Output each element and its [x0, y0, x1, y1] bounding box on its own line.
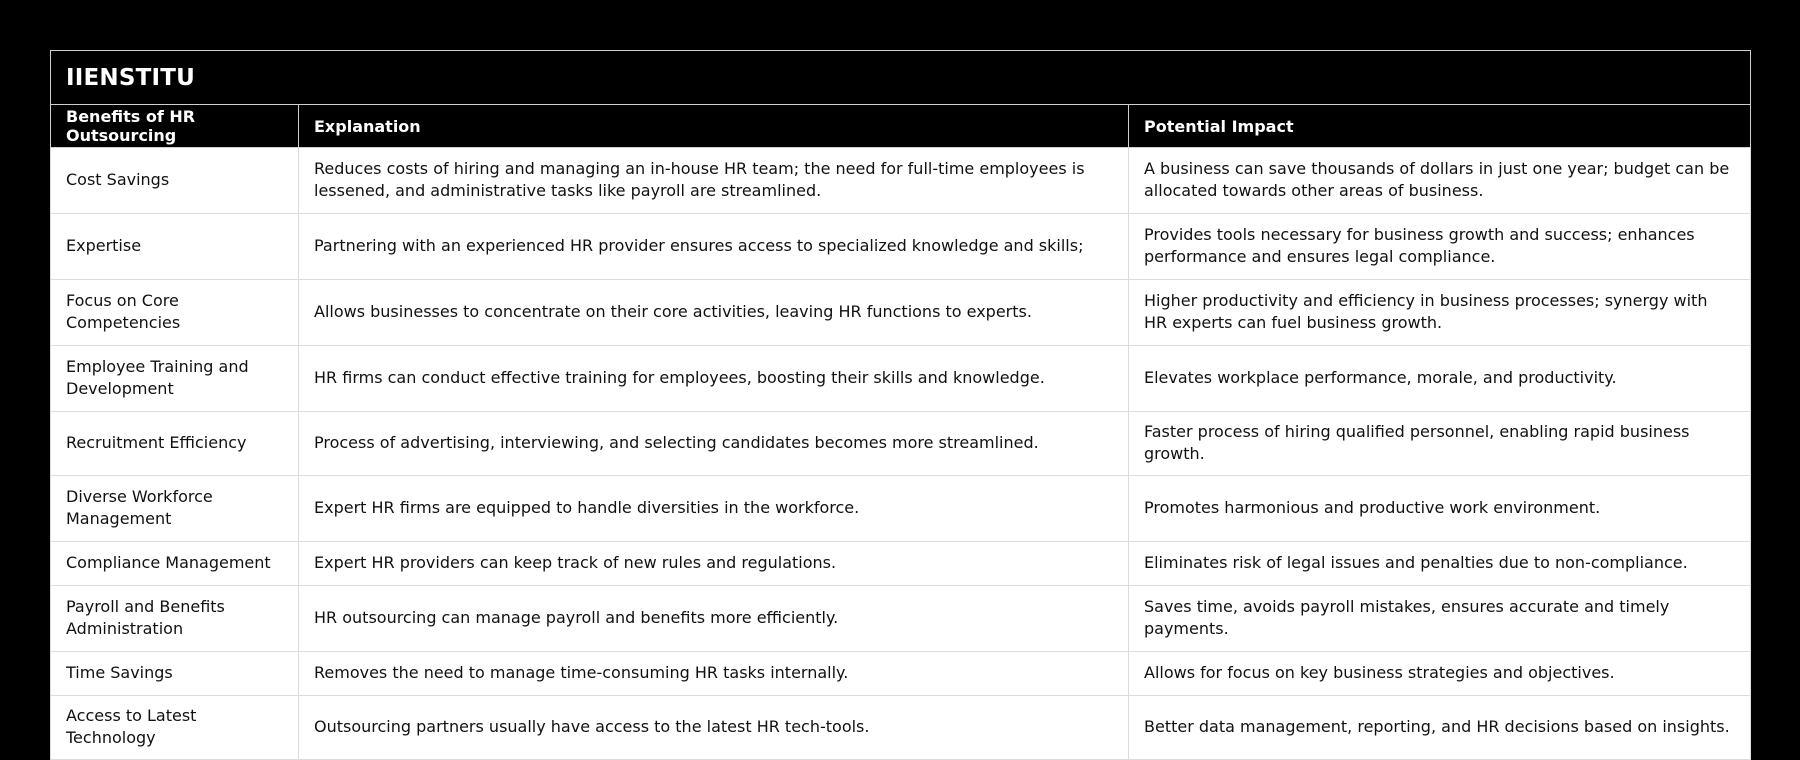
impact-cell: A business can save thousands of dollars in just one year; budget can be allocated towards other areas of business.: [1129, 148, 1751, 214]
explanation-cell: HR outsourcing can manage payroll and benefits more efficiently.: [299, 586, 1129, 652]
benefit-cell: Diverse Workforce Management: [51, 476, 299, 542]
column-header-explanation: Explanation: [299, 105, 1129, 148]
table-row: [51, 346, 1751, 412]
explanation-cell: Partnering with an experienced HR provider ensures access to specialized knowledge and skills;: [299, 214, 1129, 280]
impact-cell: Saves time, avoids payroll mistakes, ensures accurate and timely payments.: [1129, 586, 1751, 652]
column-header-row: [51, 105, 1751, 148]
impact-cell: Promotes harmonious and productive work environment.: [1129, 476, 1751, 542]
table-row: [51, 412, 1751, 476]
benefit-cell: Focus on Core Competencies: [51, 280, 299, 346]
table-row: [51, 280, 1751, 346]
impact-cell: Elevates workplace performance, morale, and productivity.: [1129, 346, 1751, 412]
benefit-cell: Compliance Management: [51, 542, 299, 586]
explanation-cell: Expert HR providers can keep track of new rules and regulations.: [299, 542, 1129, 586]
table-container: [50, 50, 1750, 760]
table-row: [51, 476, 1751, 542]
explanation-cell: HR firms can conduct effective training for employees, boosting their skills and knowledge.: [299, 346, 1129, 412]
impact-cell: Faster process of hiring qualified personnel, enabling rapid business growth.: [1129, 412, 1751, 476]
benefit-cell: Employee Training and Development: [51, 346, 299, 412]
impact-cell: Eliminates risk of legal issues and penalties due to non-compliance.: [1129, 542, 1751, 586]
column-header-potential-impact: Potential Impact: [1129, 105, 1751, 148]
benefit-cell: Recruitment Efficiency: [51, 412, 299, 476]
impact-cell: Higher productivity and efficiency in business processes; synergy with HR experts can fuel business growth.: [1129, 280, 1751, 346]
table-title: IIENSTITU: [51, 51, 1751, 105]
explanation-cell: Allows businesses to concentrate on their core activities, leaving HR functions to experts.: [299, 280, 1129, 346]
explanation-cell: Removes the need to manage time-consuming HR tasks internally.: [299, 652, 1129, 696]
table-row: [51, 148, 1751, 214]
benefit-cell: Cost Savings: [51, 148, 299, 214]
impact-cell: Allows for focus on key business strategies and objectives.: [1129, 652, 1751, 696]
table-row: [51, 586, 1751, 652]
benefit-cell: Time Savings: [51, 652, 299, 696]
benefit-cell: Access to Latest Technology: [51, 696, 299, 760]
table-row: [51, 214, 1751, 280]
hr-outsourcing-benefits-table: [50, 50, 1751, 760]
explanation-cell: Expert HR firms are equipped to handle diversities in the workforce.: [299, 476, 1129, 542]
explanation-cell: Process of advertising, interviewing, and selecting candidates becomes more streamlined.: [299, 412, 1129, 476]
table-row: [51, 696, 1751, 760]
table-row: [51, 652, 1751, 696]
title-row: [51, 51, 1751, 105]
benefit-cell: Payroll and Benefits Administration: [51, 586, 299, 652]
impact-cell: Provides tools necessary for business growth and success; enhances performance and ensures legal compliance.: [1129, 214, 1751, 280]
benefit-cell: Expertise: [51, 214, 299, 280]
table-row: [51, 542, 1751, 586]
explanation-cell: Reduces costs of hiring and managing an in-house HR team; the need for full-time employees is lessened, and administrative tasks like payroll are streamlined.: [299, 148, 1129, 214]
explanation-cell: Outsourcing partners usually have access to the latest HR tech-tools.: [299, 696, 1129, 760]
column-header-benefits: Benefits of HR Outsourcing: [51, 105, 299, 148]
impact-cell: Better data management, reporting, and HR decisions based on insights.: [1129, 696, 1751, 760]
